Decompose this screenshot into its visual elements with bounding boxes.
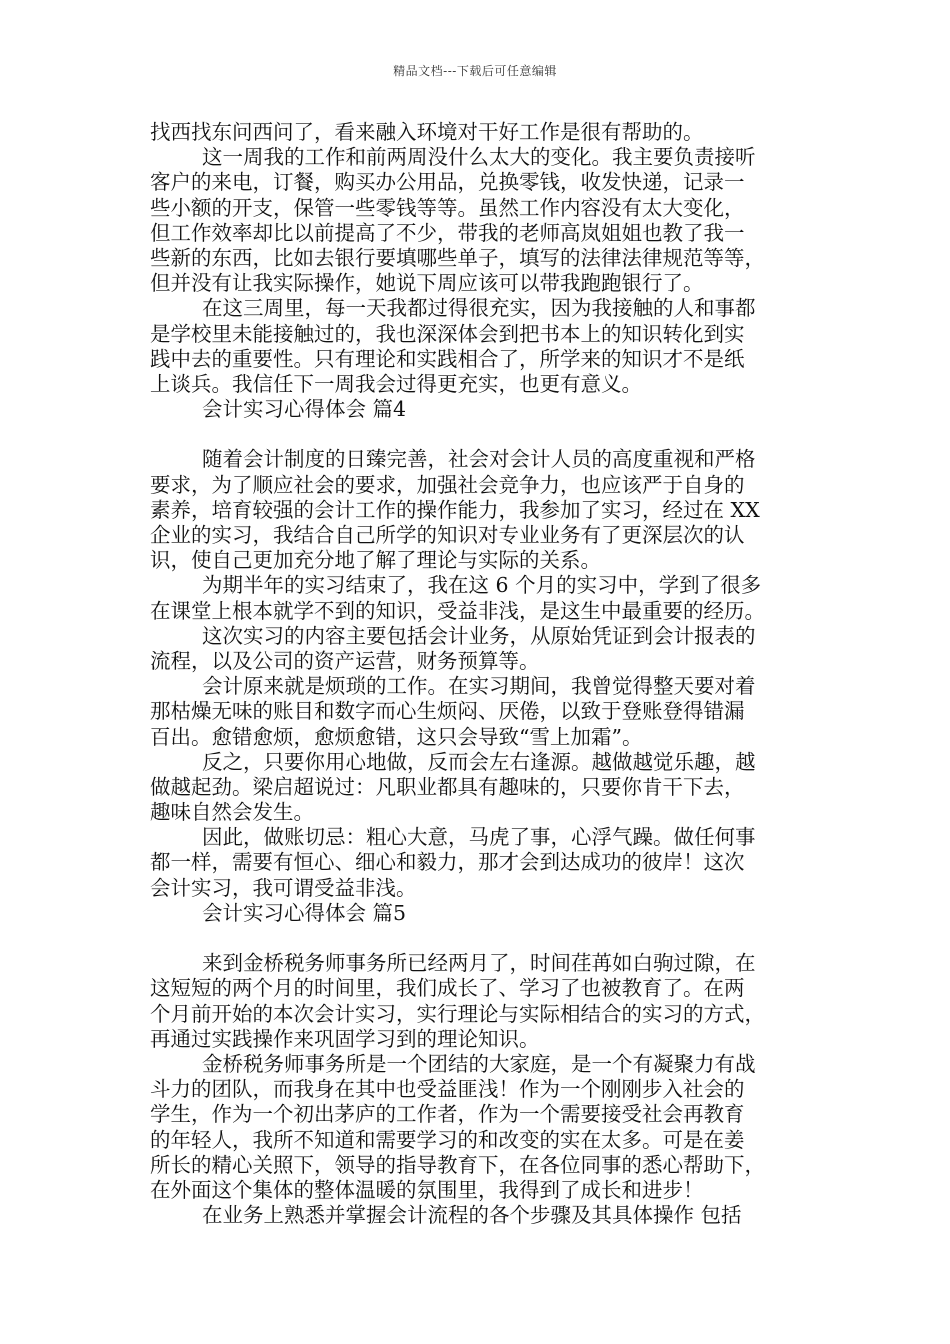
text-line: 但工作效率却比以前提高了不少，带我的老师高岚姐姐也教了我一: [150, 220, 745, 245]
text-line: 在课堂上根本就学不到的知识，受益非浅，是这生中最重要的经历。: [150, 598, 765, 623]
text-line: 素养，培育较强的会计工作的操作能力，我参加了实习，经过在 XX: [150, 497, 760, 522]
text-line: 百出。愈错愈烦，愈烦愈错，这只会导致“雪上加霜”。: [150, 724, 643, 749]
text-line: 客户的来电，订餐，购买办公用品，兑换零钱，收发快递，记录一: [150, 170, 745, 195]
text-line: 是学校里未能接触过的，我也深深体会到把书本上的知识转化到实: [150, 321, 745, 346]
text-line: 在这三周里，每一天我都过得很充实，因为我接触的人和事都: [202, 296, 756, 321]
text-line: 做越起劲。梁启超说过：凡职业都具有趣味的，只要你肯干下去，: [150, 774, 745, 799]
text-line: 些新的东西，比如去银行要填哪些单子，填写的法律法律规范等等，: [150, 245, 765, 270]
text-line: 在外面这个集体的整体温暖的氛围里，我得到了成长和进步！: [150, 1177, 704, 1202]
text-line: 那枯燥无味的账目和数字而心生烦闷、厌倦，以致于登账登得错漏: [150, 699, 745, 724]
text-line: 斗力的团队，而我身在其中也受益匪浅！作为一个刚刚步入社会的: [150, 1077, 745, 1102]
text-line: 企业的实习，我结合自己所学的知识对专业业务有了更深层次的认: [150, 523, 745, 547]
section-heading: 会计实习心得体会 篇4: [202, 397, 407, 422]
text-line: 学生，作为一个初出茅庐的工作者，作为一个需要接受社会再教育: [150, 1102, 745, 1127]
blank-line: [150, 422, 810, 447]
text-line: 找西找东问西问了，看来融入环境对干好工作是很有帮助的。: [150, 120, 704, 144]
text-line: 这短短的两个月的时间里，我们成长了、学习了也被教育了。在两: [150, 976, 745, 1001]
text-line: 随着会计制度的日臻完善，社会对会计人员的高度重视和严格: [202, 447, 756, 472]
text-line: 这次实习的内容主要包括会计业务，从原始凭证到会计报表的: [202, 623, 756, 648]
text-line: 识，使自己更加充分地了解了理论与实际的关系。: [150, 548, 601, 573]
text-line: 在业务上熟悉并掌握会计流程的各个步骤及其具体操作 包括: [202, 1203, 742, 1228]
text-line: 个月前开始的本次会计实习，实行理论与实际相结合的实习的方式，: [150, 1001, 765, 1026]
text-line: 要求，为了顺应社会的要求，加强社会竞争力，也应该严于自身的: [150, 472, 745, 497]
section-heading: 会计实习心得体会 篇5: [202, 900, 407, 925]
text-line: 些小额的开支，保管一些零钱等等。虽然工作内容没有太大变化，: [150, 195, 745, 220]
text-line: 会计实习，我可谓受益非浅。: [150, 875, 417, 900]
page-header: 精品文档---下载后可任意编辑: [393, 64, 557, 78]
text-line: 这一周我的工作和前两周没什么太大的变化。我主要负责接听: [202, 145, 756, 170]
text-line: 上谈兵。我信任下一周我会过得更充实，也更有意义。: [150, 371, 642, 396]
text-line: 都一样，需要有恒心、细心和毅力，那才会到达成功的彼岸！这次: [150, 850, 745, 875]
text-line: 但并没有让我实际操作，她说下周应该可以带我跑跑银行了。: [150, 271, 704, 296]
text-line: 流程，以及公司的资产运营，财务预算等。: [150, 648, 540, 673]
text-line: 的年轻人，我所不知道和需要学习的和改变的实在太多。可是在姜: [150, 1127, 745, 1152]
text-line: 因此，做账切忌：粗心大意，马虎了事，心浮气躁。做任何事: [202, 825, 756, 850]
text-line: 来到金桥税务师事务所已经两月了，时间荏苒如白驹过隙，在: [202, 951, 756, 976]
text-line: 会计原来就是烦琐的工作。在实习期间，我曾觉得整天要对着: [202, 674, 756, 699]
text-line: 趣味自然会发生。: [150, 800, 314, 825]
document-body: [150, 120, 810, 1228]
text-line: 践中去的重要性。只有理论和实践相合了，所学来的知识才不是纸: [150, 346, 745, 371]
text-line: 反之，只要你用心地做，反而会左右逢源。越做越觉乐趣，越: [202, 749, 756, 774]
text-line: 所长的精心关照下，领导的指导教育下，在各位同事的悉心帮助下，: [150, 1152, 765, 1177]
blank-line: [150, 926, 810, 951]
text-line: 为期半年的实习结束了，我在这 6 个月的实习中，学到了很多: [202, 573, 762, 598]
text-line: 金桥税务师事务所是一个团结的大家庭，是一个有凝聚力有战: [202, 1051, 756, 1076]
text-line: 再通过实践操作来巩固学习到的理论知识。: [150, 1026, 540, 1051]
